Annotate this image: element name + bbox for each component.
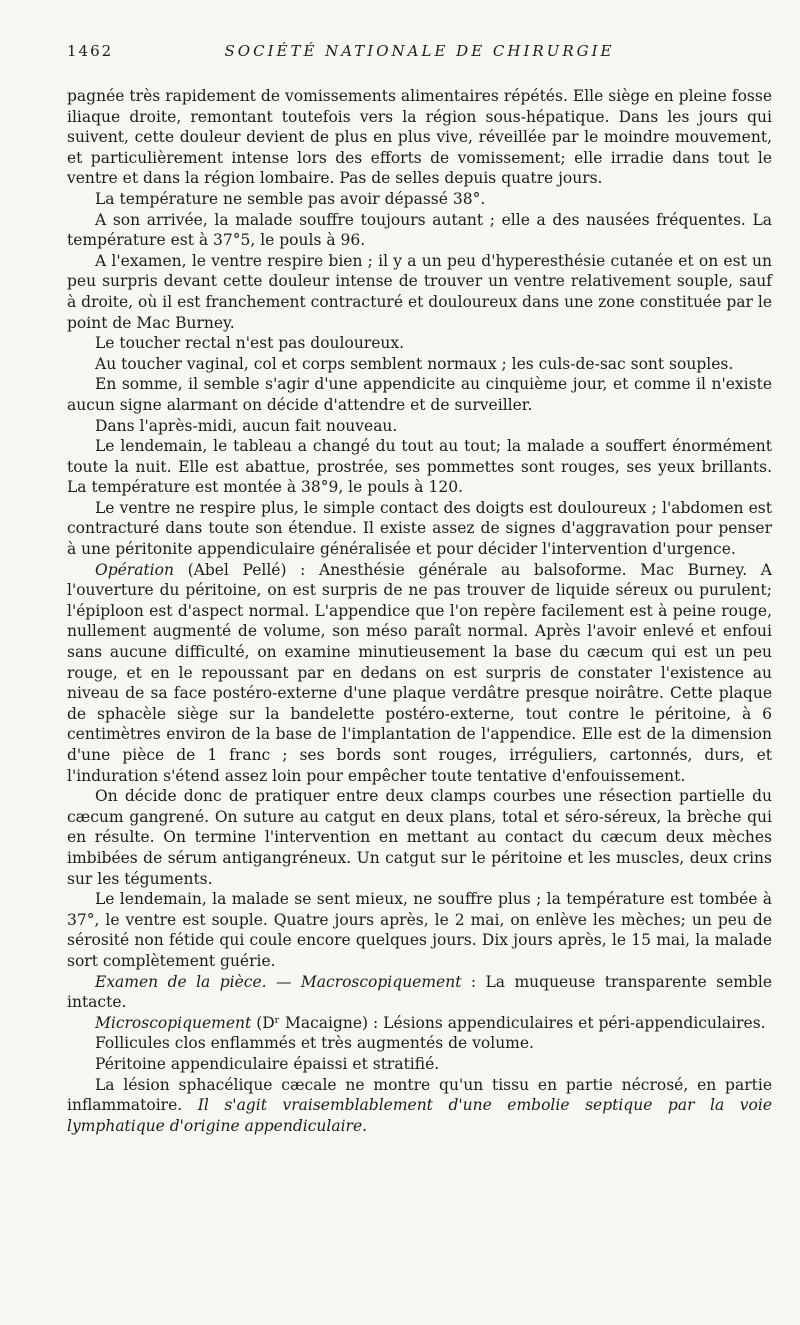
paragraph-text: : La muqueuse transparente semble intacte. <box>67 972 772 1012</box>
paragraph <box>67 374 772 415</box>
paragraph <box>67 333 772 354</box>
running-title: SOCIÉTÉ NATIONALE DE CHIRURGIE <box>224 42 615 60</box>
paragraph <box>67 436 772 498</box>
italic-text: Il s'agit vraisemblablement d'une embolie septique par la voie lymphatique d'origine appendiculaire. <box>67 1096 772 1135</box>
paragraph-text: A l'examen, le ventre respire bien ; il y a un peu d'hyperesthésie cutanée et on est un peu surpris devant cette douleur intense de trouver un ventre relativement souple, sauf à droite, où il est franchement contracturé et douloureux dans une zone constituée par le point de Mac Burney. <box>67 251 772 332</box>
page-number: 1462 <box>67 42 114 60</box>
paragraph-text: Le lendemain, la malade se sent mieux, ne souffre plus ; la température est tombée à 37°, le ventre est souple. Quatre jours après, le 2 mai, on enlève les mèches; un peu de sérosité non fétide qui coule encore quelques jours. Dix jours après, le 15 mai, la malade sort complètement guérie. <box>67 890 772 970</box>
paragraph-text: La lésion sphacélique cæcale ne montre qu'un tissu en partie nécrosé, en partie inflammatoire. <box>67 1075 772 1115</box>
paragraph <box>67 1075 772 1137</box>
italic-text: Microscopiquement <box>95 1013 252 1032</box>
paragraph <box>67 1033 772 1054</box>
italic-text: Examen de la pièce. — Macroscopiquement <box>95 972 462 991</box>
body-text <box>67 86 772 1136</box>
paragraph-text: La température ne semble pas avoir dépassé 38°. <box>95 189 486 208</box>
paragraph <box>67 189 772 210</box>
page-header <box>67 40 772 66</box>
paragraph <box>67 416 772 437</box>
paragraph <box>67 972 772 1013</box>
paragraph-text: (Dʳ Macaigne) : Lésions appendiculaires et péri-appendiculaires. <box>251 1013 766 1032</box>
paragraph <box>67 1013 772 1034</box>
paragraph <box>67 498 772 560</box>
paragraph <box>67 251 772 333</box>
paragraph-text: Dans l'après-midi, aucun fait nouveau. <box>95 416 398 435</box>
paragraph-text: pagnée très rapidement de vomissements alimentaires répétés. Elle siège en pleine fosse iliaque droite, remontant toutefois vers la région sous-hépatique. Dans les jours qui suivent, cette douleur devient de plus en plus vive, réveillée par le moindre mouvement, et particulièrement intense lors des efforts de vomissement; elle irradie dans tout le ventre et dans la région lombaire. Pas de selles depuis quatre jours. <box>67 87 772 188</box>
paragraph-text: Le toucher rectal n'est pas douloureux. <box>95 334 405 353</box>
italic-text: Opération <box>95 560 174 579</box>
paragraph <box>67 210 772 251</box>
paragraph-text: Le lendemain, le tableau a changé du tout au tout; la malade a souffert énormément toute la nuit. Elle est abattue, prostrée, ses pommettes sont rouges, ses yeux brillants. La température est montée à 38°9, le pouls à 120. <box>67 437 772 497</box>
paragraph <box>67 889 772 971</box>
paragraph-text: A son arrivée, la malade souffre toujours autant ; elle a des nausées fréquentes. La température est à 37°5, le pouls à 96. <box>67 210 772 250</box>
paragraph <box>67 560 772 787</box>
paragraph-text: En somme, il semble s'agir d'une appendicite au cinquième jour, et comme il n'existe aucun signe alarmant on décide d'attendre et de surveiller. <box>67 375 772 414</box>
paragraph <box>67 1054 772 1075</box>
paragraph-text: Péritoine appendiculaire épaissi et stratifié. <box>95 1054 440 1073</box>
paragraph <box>67 786 772 889</box>
paragraph-text: On décide donc de pratiquer entre deux clamps courbes une résection partielle du cæcum gangrené. On suture au catgut en deux plans, total et séro-séreux, la brèche qui en résulte. On termine l'intervention en mettant au contact du cæcum deux mèches imbibées de sérum antigangréneux. Un catgut sur le péritoine et les muscles, deux crins sur les téguments. <box>67 787 772 888</box>
paragraph <box>67 354 772 375</box>
paragraph-text: (Abel Pellé) : Anesthésie générale au balsoforme. Mac Burney. A l'ouverture du péritoine, on est surpris de ne pas trouver de liquide séreux ou purulent; l'épiploon est d'aspect normal. L'appendice que l'on repère facilement est à peine rouge, nullement augmenté de volume, son méso paraît normal. Après l'avoir enlevé et enfoui sans aucune difficulté, on examine minutieusement la base du cæcum qui est un peu rouge, et en le repoussant par en dedans on est surpris de constater l'existence au niveau de sa face postéro-externe d'une plaque verdâtre presque noirâtre. Cette plaque de sphacèle siège sur la bandelette postéro-externe, tout contre le péritoine, à 6 centimètres environ de la base de l'implantation de l'appendice. Elle est de la dimension d'une pièce de 1 franc ; ses bords sont rouges, irréguliers, cartonnés, durs, et l'induration s'étend assez loin pour empêcher toute tentative d'enfouissement. <box>67 560 772 785</box>
paragraph-text: Follicules clos enflammés et très augmentés de volume. <box>95 1034 534 1053</box>
paragraph <box>67 86 772 189</box>
paragraph-text: Au toucher vaginal, col et corps semblent normaux ; les culs-de-sac sont souples. <box>95 354 734 373</box>
paragraph-text: Le ventre ne respire plus, le simple contact des doigts est douloureux ; l'abdomen est contracturé dans toute son étendue. Il existe assez de signes d'aggravation pour penser à une péritonite appendiculaire généralisée et pour décider l'intervention d'urgence. <box>67 498 772 559</box>
